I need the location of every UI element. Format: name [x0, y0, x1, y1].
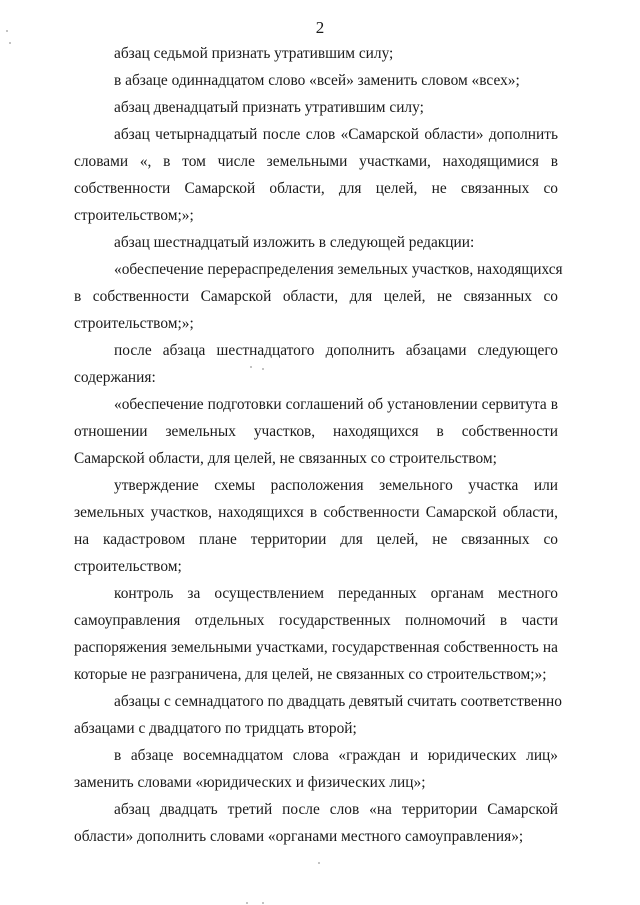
scan-speck: [262, 368, 264, 370]
paragraph-line: заменить словами «юридических и физических лиц»;: [74, 774, 426, 791]
paragraph-line: абзац четырнадцатый после слов «Самарской области» дополнить: [114, 126, 558, 143]
document-paragraph: [74, 472, 558, 580]
document-paragraph: [74, 391, 558, 472]
document-paragraph: [74, 796, 558, 850]
paragraph-line: утверждение схемы расположения земельного участка или: [114, 477, 558, 494]
paragraph-line: собственности Самарской области, для целей, не связанных со: [74, 180, 558, 197]
paragraph-line: которые не разграничена, для целей, не связанных со строительством;»;: [74, 666, 547, 683]
document-paragraph: [74, 256, 563, 337]
paragraph-line: строительством;»;: [74, 315, 194, 332]
paragraph-line: на кадастровом плане территории для целей, не связанных со: [74, 531, 558, 548]
document-paragraph: [74, 580, 558, 688]
document-paragraph: [74, 121, 558, 229]
paragraph-line: абзацами с двадцатого по тридцать второй;: [74, 720, 357, 737]
document-paragraph: [74, 67, 558, 94]
scan-speck: [246, 902, 248, 904]
document-paragraph: [74, 229, 558, 256]
paragraph-line: в абзаце восемнадцатом слова «граждан и юридических лиц»: [114, 747, 558, 764]
paragraph-line: словами «, в том числе земельными участками, находящимися в: [74, 153, 558, 170]
paragraph-line: абзац шестнадцатый изложить в следующей редакции:: [114, 234, 475, 251]
paragraph-line: в собственности Самарской области, для целей, не связанных со: [74, 288, 558, 305]
scan-speck: [9, 42, 11, 44]
paragraph-line: в абзаце одиннадцатом слово «всей» заменить словом «всех»;: [114, 72, 520, 89]
page-number: 2: [315, 18, 325, 37]
paragraph-line: самоуправления отдельных государственных полномочий в части: [74, 612, 558, 629]
document-paragraph: [74, 40, 558, 67]
paragraph-line: строительством;»;: [74, 207, 194, 224]
paragraph-line: строительством;: [74, 558, 182, 575]
paragraph-line: «обеспечение подготовки соглашений об установлении сервитута в: [114, 396, 558, 413]
paragraph-line: абзацы с семнадцатого по двадцать девятый считать соответственно: [114, 693, 562, 710]
paragraph-line: Самарской области, для целей, не связанных со строительством;: [74, 450, 497, 467]
paragraph-line: абзац двенадцатый признать утратившим силу;: [114, 99, 424, 116]
document-paragraph: [74, 742, 558, 796]
document-body: [74, 40, 563, 850]
paragraph-line: отношении земельных участков, находящихся в собственности: [74, 423, 558, 440]
document-paragraph: [74, 94, 558, 121]
scan-speck: [262, 902, 264, 904]
scan-speck: [6, 30, 8, 32]
paragraph-line: после абзаца шестнадцатого дополнить абзацами следующего: [114, 342, 558, 359]
paragraph-line: распоряжения земельными участками, государственная собственность на: [74, 639, 558, 656]
paragraph-line: абзац седьмой признать утратившим силу;: [114, 45, 394, 62]
paragraph-line: контроль за осуществлением переданных органам местного: [114, 585, 558, 602]
paragraph-line: земельных участков, находящихся в собственности Самарской области,: [74, 504, 558, 521]
document-paragraph: [74, 688, 562, 742]
document-paragraph: [74, 337, 558, 391]
paragraph-line: абзац двадцать третий после слов «на территории Самарской: [114, 801, 558, 818]
scan-speck: [250, 366, 252, 368]
paragraph-line: содержания:: [74, 369, 156, 386]
paragraph-line: области» дополнить словами «органами местного самоуправления»;: [74, 828, 524, 845]
paragraph-line: «обеспечение перераспределения земельных участков, находящихся: [114, 261, 563, 278]
scan-speck: [318, 862, 320, 864]
